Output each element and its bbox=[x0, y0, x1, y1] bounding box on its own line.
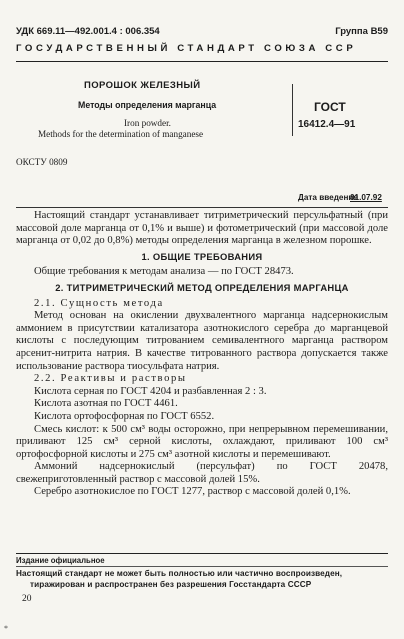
udk-code: УДК 669.11—492.001.4 : 006.354 bbox=[16, 26, 160, 37]
copyright-notice-line2: тиражирован и распространен без разрешения Госстандарта СССР bbox=[30, 580, 312, 589]
subsection-2-2-heading: 2.2. Реактивы и растворы bbox=[34, 373, 187, 385]
reagent-ammonium: Аммоний надсернокислый (персульфат) по ГОСТ 20478, свежеприготовленный раствор с массовой долей 15%. bbox=[16, 461, 388, 485]
publication-label: Издание официальное bbox=[16, 556, 105, 565]
copyright-notice-line1: Настоящий стандарт не может быть полностью или частично воспроизведен, bbox=[16, 569, 343, 578]
date-rule bbox=[16, 207, 388, 208]
intro-paragraph: Настоящий стандарт устанавливает титриметрический персульфатный (при массовой доле марганца от 0,1% и выше) и фотометрический (при массовой доле марганца от 0,02 до 0,8%) методы определения марганца в железном порошке. bbox=[16, 210, 388, 247]
page-number: 20 bbox=[22, 594, 32, 604]
date-value: 01.07.92 bbox=[350, 193, 382, 202]
title-ru-main: ПОРОШОК ЖЕЛЕЗНЫЙ bbox=[84, 80, 201, 91]
gost-number: 16412.4—91 bbox=[298, 119, 356, 130]
header-rule bbox=[16, 61, 388, 62]
reagent-nitric: Кислота азотная по ГОСТ 4461. bbox=[34, 398, 178, 410]
standard-banner: ГОСУДАРСТВЕННЫЙ СТАНДАРТ СОЮЗА ССР bbox=[16, 43, 357, 54]
section-2-heading: 2. ТИТРИМЕТРИЧЕСКИЙ МЕТОД ОПРЕДЕЛЕНИЯ МАРГАНЦА bbox=[55, 281, 349, 293]
reagent-phosphoric: Кислота ортофосфорная по ГОСТ 6552. bbox=[34, 410, 215, 422]
date-label: Дата введения bbox=[298, 193, 359, 202]
title-ru-sub: Методы определения марганца bbox=[78, 100, 217, 110]
footer-thin-rule bbox=[16, 566, 388, 567]
gost-label: ГОСТ bbox=[314, 100, 346, 114]
corner-mark: * bbox=[4, 624, 8, 633]
reagent-silver: Серебро азотнокислое по ГОСТ 1277, раствор с массовой долей 0,1%. bbox=[34, 486, 351, 498]
acid-mixture: Смесь кислот: к 500 см³ воды осторожно, при непрерывном перемешивании, приливают 125 см³ серной кислоты, охлаждают, приливают 100 см³ ортофосфорной кислоты и 275 см³ азотной кислоты и перемешивают. bbox=[16, 423, 388, 460]
title-en-line1: Iron powder. bbox=[124, 118, 171, 128]
subsection-2-1-text: Метод основан на окислении двухвалентного марганца надсернокислым аммонием в присутствии катализатора азотнокислого серебра до марганцевой кислоты с последующим титрованием семивалентного марганца раствором арсенит-нитрита натрия. В качестве титрованного раствора допускается также использование раствора тиосульфата натрия. bbox=[16, 310, 388, 372]
subsection-2-1-heading: 2.1. Сущность метода bbox=[34, 297, 164, 309]
section-1-heading: 1. ОБЩИЕ ТРЕБОВАНИЯ bbox=[141, 250, 263, 262]
footer-rule bbox=[16, 553, 388, 554]
okstu-code: ОКСТУ 0809 bbox=[16, 157, 68, 167]
title-en-line2: Methods for the determination of manganese bbox=[38, 129, 204, 139]
reagent-sulfuric: Кислота серная по ГОСТ 4204 и разбавленная 2 : 3. bbox=[34, 385, 267, 397]
title-separator bbox=[292, 84, 293, 136]
section-1-text: Общие требования к методам анализа — по ГОСТ 28473. bbox=[34, 266, 294, 278]
document-body bbox=[16, 210, 388, 499]
group-code: Группа В59 bbox=[335, 26, 388, 37]
